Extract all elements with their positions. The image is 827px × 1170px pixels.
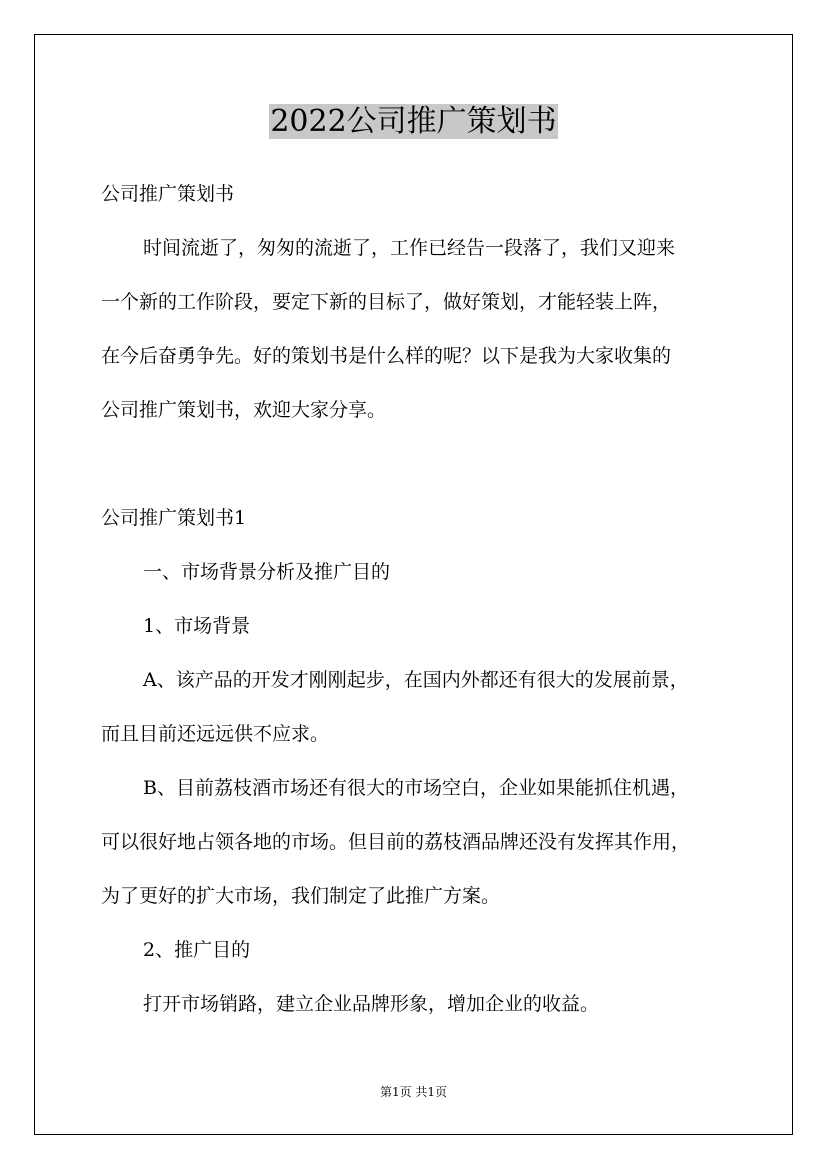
intro-heading: 公司推广策划书 <box>101 183 235 205</box>
subsection-heading: 1、市场背景 <box>143 615 251 637</box>
subsection-heading: 一、市场背景分析及推广目的 <box>143 561 391 583</box>
section-heading: 公司推广策划书1 <box>101 507 247 529</box>
subsection-heading: 2、推广目的 <box>143 939 251 961</box>
document-title-wrap <box>0 102 827 142</box>
paragraph-line: 为了更好的扩大市场，我们制定了此推广方案。 <box>101 885 501 907</box>
paragraph-line: 可以很好地占领各地的市场。但目前的荔枝酒品牌还没有发挥其作用， <box>101 831 691 853</box>
paragraph-line: 而且目前还远远供不应求。 <box>101 723 330 745</box>
paragraph-line: 在今后奋勇争先。好的策划书是什么样的呢？以下是我为大家收集的 <box>101 345 672 367</box>
paragraph-line: A、该产品的开发才刚刚起步，在国内外都还有很大的发展前景， <box>143 669 689 691</box>
paragraph-line: 时间流逝了，匆匆的流逝了，工作已经告一段落了，我们又迎来 <box>143 237 676 259</box>
paragraph-line: 一个新的工作阶段，要定下新的目标了，做好策划，才能轻装上阵， <box>101 291 672 313</box>
paragraph-line: B、目前荔枝酒市场还有很大的市场空白，企业如果能抓住机遇， <box>143 777 689 799</box>
paragraph-line: 打开市场销路，建立企业品牌形象，增加企业的收益。 <box>143 993 600 1015</box>
paragraph-line: 公司推广策划书，欢迎大家分享。 <box>101 399 387 421</box>
page-number-footer: 第1页 共1页 <box>379 1085 448 1099</box>
document-title: 2022公司推广策划书 <box>270 104 557 139</box>
